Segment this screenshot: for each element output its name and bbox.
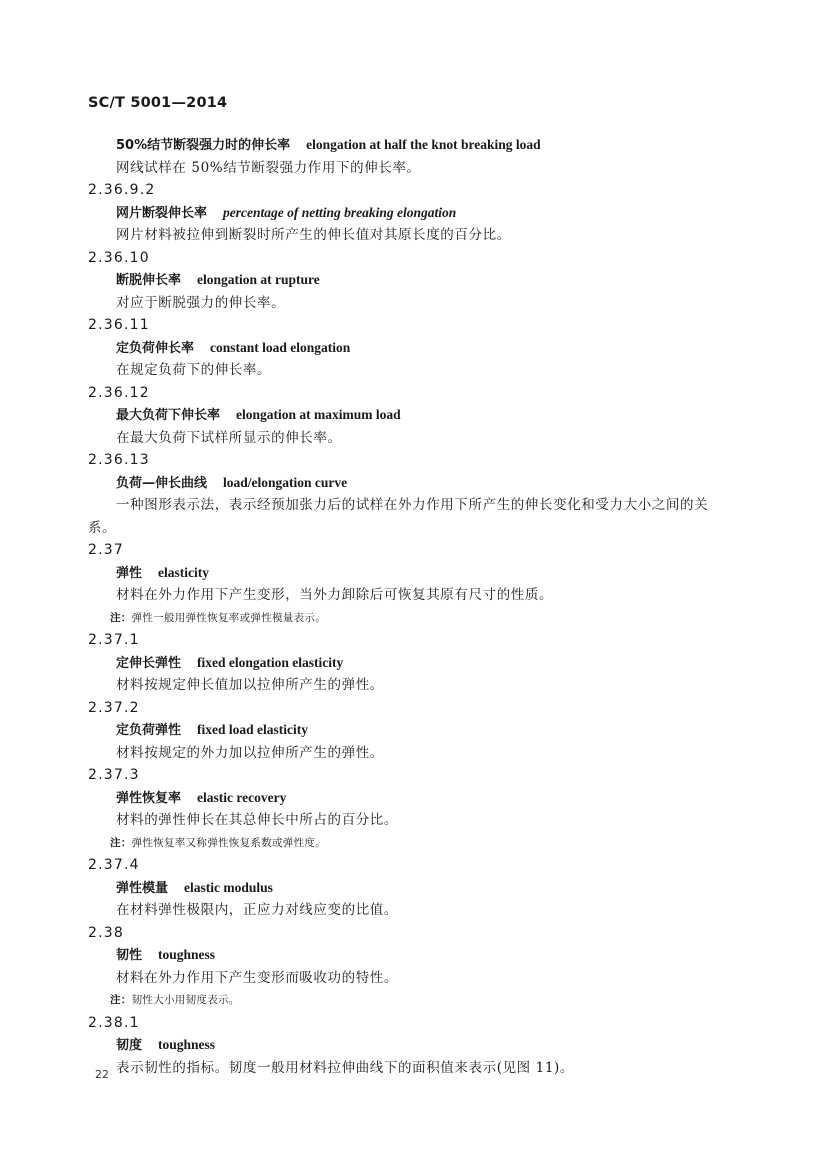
term-number: 2.37.4 bbox=[88, 857, 140, 873]
term-definition: 材料在外力作用下产生变形而吸收功的特性。 bbox=[116, 969, 398, 986]
term-entry bbox=[0, 697, 820, 765]
term-entry bbox=[0, 247, 820, 315]
term-chinese: 定负荷伸长率 bbox=[116, 340, 195, 356]
term-entry bbox=[0, 382, 820, 450]
term-number: 2.37.3 bbox=[88, 767, 140, 783]
term-heading bbox=[116, 719, 820, 742]
term-english: elongation at maximum load bbox=[236, 407, 401, 422]
term-entry bbox=[0, 854, 820, 922]
term-chinese: 网片断裂伸长率 bbox=[116, 205, 208, 221]
terms-list bbox=[0, 134, 820, 1079]
term-english: percentage of netting breaking elongation bbox=[223, 204, 457, 220]
note-text: 弹性一般用弹性恢复率或弹性模量表示。 bbox=[131, 611, 327, 624]
term-chinese: 最大负荷下伸长率 bbox=[116, 408, 221, 423]
term-chinese: 韧度 bbox=[116, 1038, 143, 1053]
term-number: 2.36.10 bbox=[88, 249, 150, 266]
term-chinese: 韧性 bbox=[116, 948, 143, 963]
term-definition: 材料的弹性伸长在其总伸长中所占的百分比。 bbox=[116, 812, 398, 828]
term-heading bbox=[116, 134, 820, 157]
term-heading bbox=[116, 944, 820, 967]
term-entry bbox=[0, 314, 820, 382]
term-definition: 材料按规定伸长值加以拉伸所产生的弹性。 bbox=[116, 677, 384, 693]
term-heading bbox=[116, 652, 820, 675]
term-english: constant load elongation bbox=[210, 339, 351, 355]
term-definition: 网片材料被拉伸到断裂时所产生的伸长值对其原长度的百分比。 bbox=[116, 227, 511, 243]
term-definition: 表示韧性的指标。韧度一般用材料拉伸曲线下的面积值来表示(见图 11)。 bbox=[116, 1059, 575, 1076]
note-text: 韧性大小用韧度表示。 bbox=[131, 994, 240, 1006]
term-heading bbox=[116, 269, 820, 292]
term-chinese: 弹性恢复率 bbox=[116, 790, 182, 806]
note-label: 注： bbox=[110, 836, 132, 849]
term-number: 2.36.13 bbox=[88, 452, 150, 468]
term-english: elongation at half the knot breaking load bbox=[306, 137, 541, 152]
term-note bbox=[110, 989, 820, 1012]
term-english: toughness bbox=[158, 947, 216, 962]
term-definition: 材料按规定的外力加以拉伸所产生的弹性。 bbox=[116, 744, 384, 761]
term-english: elongation at rupture bbox=[197, 272, 320, 287]
term-entry bbox=[0, 629, 820, 697]
term-number: 2.36.12 bbox=[88, 384, 150, 401]
term-entry bbox=[0, 449, 820, 539]
term-definition: 在最大负荷下试样所显示的伸长率。 bbox=[116, 429, 342, 446]
term-note bbox=[110, 607, 820, 630]
term-entry bbox=[0, 134, 820, 179]
term-entry bbox=[0, 179, 820, 247]
term-heading bbox=[116, 404, 820, 427]
term-heading bbox=[116, 1034, 820, 1057]
term-chinese: 定伸长弹性 bbox=[116, 655, 182, 671]
term-english: load/elongation curve bbox=[223, 474, 348, 490]
term-chinese: 50%结节断裂强力时的伸长率 bbox=[116, 138, 291, 153]
term-definition: 一种图形表示法，表示经预加张力后的试样在外力作用下所产生的伸长变化和受力大小之间的关 bbox=[116, 497, 709, 513]
term-entry bbox=[0, 764, 820, 854]
term-definition: 在规定负荷下的伸长率。 bbox=[116, 362, 272, 378]
page-number: 22 bbox=[95, 1068, 109, 1081]
term-chinese: 断脱伸长率 bbox=[116, 273, 182, 288]
term-chinese: 弹性模量 bbox=[116, 880, 169, 896]
term-entry bbox=[0, 1012, 820, 1080]
term-heading bbox=[116, 472, 820, 495]
note-label: 注： bbox=[110, 611, 132, 624]
term-english: toughness bbox=[158, 1037, 216, 1052]
term-number: 2.36.9.2 bbox=[88, 182, 156, 198]
term-definition: 对应于断脱强力的伸长率。 bbox=[116, 294, 286, 311]
term-entry bbox=[0, 922, 820, 1012]
term-definition: 网线试样在 50%结节断裂强力作用下的伸长率。 bbox=[116, 159, 421, 176]
term-note bbox=[110, 832, 820, 855]
term-english: elasticity bbox=[158, 564, 209, 580]
term-english: elastic modulus bbox=[184, 879, 273, 895]
term-number: 2.37.1 bbox=[88, 632, 140, 648]
term-english: elastic recovery bbox=[197, 789, 287, 805]
note-text: 弹性恢复率又称弹性恢复系数或弹性度。 bbox=[131, 836, 327, 849]
note-label: 注： bbox=[110, 994, 132, 1006]
term-heading bbox=[116, 202, 820, 225]
term-number: 2.37.2 bbox=[88, 699, 140, 716]
term-chinese: 定负荷弹性 bbox=[116, 723, 182, 738]
term-number: 2.37 bbox=[88, 542, 124, 558]
term-entry bbox=[0, 539, 820, 629]
term-definition: 在材料弹性极限内，正应力对线应变的比值。 bbox=[116, 902, 398, 918]
term-english: fixed elongation elasticity bbox=[197, 654, 344, 670]
term-number: 2.38 bbox=[88, 924, 124, 941]
term-chinese: 弹性 bbox=[116, 565, 143, 581]
term-number: 2.36.11 bbox=[88, 317, 150, 333]
term-heading bbox=[116, 562, 820, 585]
term-heading bbox=[116, 337, 820, 360]
term-chinese: 负荷—伸长曲线 bbox=[116, 475, 208, 491]
document-code: SC/T 5001—2014 bbox=[88, 95, 228, 111]
term-number: 2.38.1 bbox=[88, 1014, 140, 1031]
term-definition: 材料在外力作用下产生变形，当外力卸除后可恢复其原有尺寸的性质。 bbox=[116, 587, 554, 603]
term-english: fixed load elasticity bbox=[197, 722, 309, 737]
term-definition-continuation: 系。 bbox=[88, 519, 117, 536]
term-heading bbox=[116, 787, 820, 810]
term-heading bbox=[116, 877, 820, 900]
